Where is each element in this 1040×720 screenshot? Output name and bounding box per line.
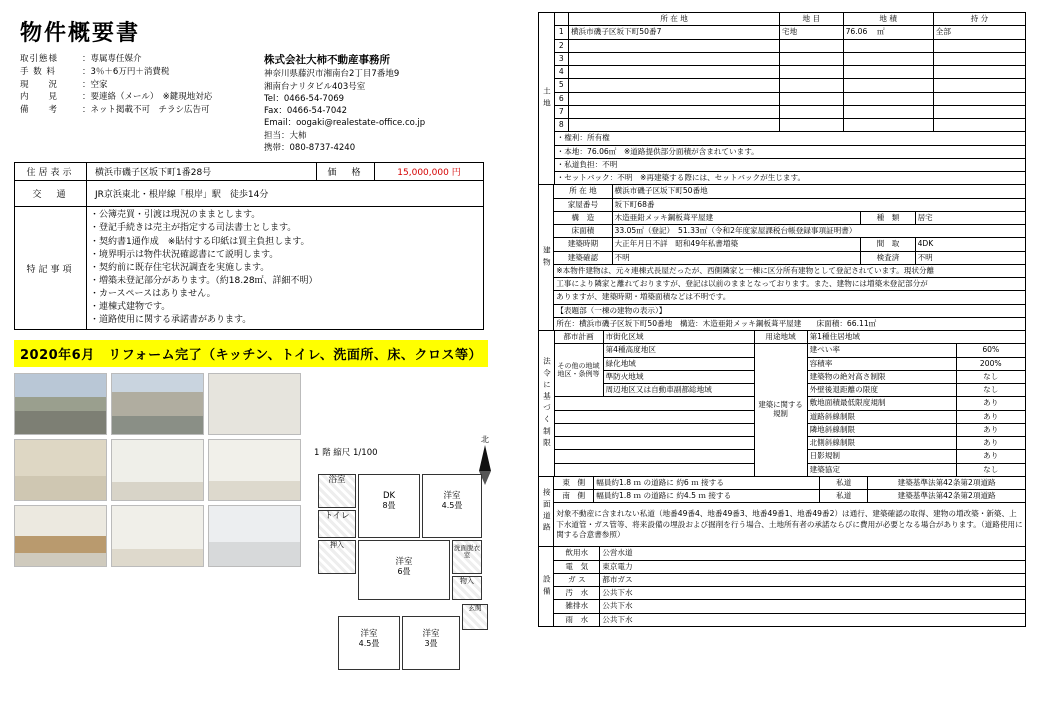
- land-row-no: 6: [554, 92, 568, 105]
- room-storage-monoire: 物入: [452, 576, 482, 600]
- land-note: ・権利：所有権: [554, 132, 1025, 145]
- building-key-type: 種 類: [861, 211, 915, 224]
- company-fax: Fax：0466-54-7042: [264, 106, 348, 117]
- land-row-share: [933, 92, 1025, 105]
- land-row-no-header: [554, 13, 568, 26]
- ratio-key: 建ぺい率: [807, 344, 956, 357]
- land-col-share: 持 分: [933, 13, 1025, 26]
- special-item: ・境界明示は物件状況確認書にて説明します。: [90, 249, 279, 260]
- land-row-address: [568, 39, 779, 52]
- term-key: 内 見: [20, 92, 59, 103]
- regulation-row: [539, 331, 1026, 344]
- regulation-spacer: [554, 450, 754, 463]
- regulation-spacer: [554, 437, 754, 450]
- room-western-6: 洋室 6畳: [358, 540, 450, 600]
- building-note: 所在：横浜市磯子区坂下町50番地 構造：木造亜鉛メッキ鋼板葺平屋建 床面積：66.11㎡: [554, 317, 1026, 330]
- floor-plan-scale: 1 階 縮尺 1/100: [314, 448, 378, 458]
- land-row-area-value: 76.06: [845, 27, 868, 37]
- land-row-area: [843, 79, 933, 92]
- company-address-1: 神奈川県藤沢市湘南台2丁目7番地9: [264, 69, 400, 80]
- ratio-key: 隣地斜線制限: [807, 423, 956, 436]
- land-row: [539, 52, 1026, 65]
- ratio-value: なし: [956, 463, 1025, 476]
- ratio-key: 建築物の絶対高さ制限: [807, 370, 956, 383]
- building-row: [539, 251, 1026, 264]
- building-key-structure: 構 造: [554, 211, 612, 224]
- right-column: [538, 12, 1026, 627]
- land-row-chimoku: 宅地: [780, 26, 844, 39]
- ratio-key: 建築協定: [807, 463, 956, 476]
- floor-plan-rooms: [314, 464, 504, 704]
- ratio-value: あり: [956, 437, 1025, 450]
- land-row-area-unit: ㎡: [876, 27, 885, 37]
- reform-banner: 2020年6月 リフォーム完了（キッチン、トイレ、洗面所、床、クロス等）: [14, 340, 488, 367]
- land-row-no: 8: [554, 119, 568, 132]
- road-kind: 私道: [820, 490, 868, 503]
- ratio-value: なし: [956, 370, 1025, 383]
- building-value-permit: 不明: [612, 251, 861, 264]
- summary-table: [14, 162, 484, 329]
- facility-key: 電 気: [554, 560, 600, 573]
- roads-table: [538, 476, 1026, 548]
- facility-row: [539, 613, 1026, 626]
- floor-plan: [314, 424, 524, 714]
- land-row: [539, 39, 1026, 52]
- facility-row: [539, 547, 1026, 560]
- regulation-table: [538, 330, 1026, 477]
- building-value-kaokuno: 坂下町68番: [612, 198, 1026, 211]
- term-value: ：専属専任媒介: [82, 54, 142, 64]
- road-law: 建築基準法第42条第2項道路: [868, 490, 1026, 503]
- land-row-area: [843, 119, 933, 132]
- building-value-builtdate: 大正年月日不詳 昭和49年私書増築: [612, 238, 861, 251]
- special-item: ・連棟式建物です。: [90, 301, 171, 312]
- building-value-inspection: 不明: [915, 251, 1025, 264]
- land-row-share: [933, 79, 1025, 92]
- land-row-share: [933, 39, 1025, 52]
- land-row-address: [568, 52, 779, 65]
- road-law: 建築基準法第42条第2項道路: [868, 476, 1026, 489]
- building-key-floorarea: 床面積: [554, 225, 612, 238]
- building-value-layout: 4DK: [915, 238, 1025, 251]
- other-district-item: 準防火地域: [603, 370, 754, 383]
- land-row-chimoku: [780, 92, 844, 105]
- photo-exterior-2: [111, 373, 204, 435]
- photo-western-room: [111, 505, 204, 567]
- company-tel: Tel：0466-54-7069: [264, 93, 345, 104]
- building-note-row: [539, 304, 1026, 317]
- building-note-row: [539, 278, 1026, 291]
- special-item: ・増築未登記部分があります。（約18.28㎡、詳細不明）: [90, 275, 318, 286]
- photo-washroom-bath: [208, 505, 301, 567]
- building-note: ※本物件建物は、元々連棟式長屋だったが、西側隣家と一棟に区分所有建物として登記されています。現状分離: [554, 264, 1026, 277]
- land-header-row: [539, 13, 1026, 26]
- address-label: 住居表示: [15, 163, 87, 181]
- land-row-address: [568, 66, 779, 79]
- ratio-key: 道路斜線制限: [807, 410, 956, 423]
- land-row-address: [568, 79, 779, 92]
- compass-label: 北: [481, 435, 489, 444]
- building-table: [538, 184, 1026, 331]
- ratio-value: 200%: [956, 357, 1025, 370]
- photo-interior-2: [208, 439, 301, 501]
- facility-key: 雑排水: [554, 600, 600, 613]
- room-western-4_5a: 洋室 4.5畳: [422, 474, 482, 538]
- ratio-value: あり: [956, 397, 1025, 410]
- building-row: [539, 225, 1026, 238]
- transaction-terms: [14, 53, 264, 154]
- company-address-2: 湘南台ナリタビル403号室: [264, 81, 366, 92]
- facility-key: 汚 水: [554, 587, 600, 600]
- land-row-share: 全部: [933, 26, 1025, 39]
- ratio-value: あり: [956, 423, 1025, 436]
- address-row: [15, 163, 484, 181]
- building-note-row: [539, 317, 1026, 330]
- building-key-permit: 建築確認: [554, 251, 612, 264]
- facility-value: 都市ガス: [600, 573, 1026, 586]
- ratio-value: あり: [956, 410, 1025, 423]
- term-key: 備 考: [20, 105, 59, 115]
- facility-key: ガ ス: [554, 573, 600, 586]
- ratio-key: 日影規制: [807, 450, 956, 463]
- photo-grid: [14, 373, 304, 567]
- company-mobile: 携帯：080-8737-4240: [264, 143, 356, 154]
- other-district-item: 緑化地域: [603, 357, 754, 370]
- building-note: 【表題部（一棟の建物の表示）】: [554, 304, 1026, 317]
- other-district-item: 周辺地区又は自動車副都総地域: [603, 384, 754, 397]
- land-row: [539, 66, 1026, 79]
- room-western-4_5b: 洋室 4.5畳: [338, 616, 400, 670]
- regulation-spacer: [554, 423, 754, 436]
- facility-value: 公共下水: [600, 587, 1026, 600]
- use-district-label: 用途地域: [754, 331, 807, 344]
- other-districts-label: その他の地域地区・条例等: [554, 344, 603, 397]
- land-note: ・私道負担：不明: [554, 158, 1025, 171]
- land-row-area: [843, 26, 933, 39]
- road-note-row: [539, 503, 1026, 547]
- building-key-inspection: 検査済: [861, 251, 915, 264]
- land-row-no: 2: [554, 39, 568, 52]
- access-value: JR京浜東北・根岸線「根岸」駅 徒歩14分: [87, 181, 484, 207]
- building-note: ありますが、建築時期・増築面積などは不明です。: [554, 291, 1026, 304]
- land-row-chimoku: [780, 105, 844, 118]
- land-row-no: 5: [554, 79, 568, 92]
- room-western-3: 洋室 3畳: [402, 616, 460, 670]
- land-row: [539, 26, 1026, 39]
- land-col-address: 所 在 地: [568, 13, 779, 26]
- term-value: ：ネット掲載不可 チラシ広告可: [82, 105, 210, 115]
- ratio-value: あり: [956, 450, 1025, 463]
- photo-row: [14, 505, 304, 567]
- use-district-value: 第1種住居地域: [807, 331, 1025, 344]
- photo-entrance-door: [208, 373, 301, 435]
- ratio-value: なし: [956, 384, 1025, 397]
- land-row: [539, 119, 1026, 132]
- road-note: 対象不動産に含まれない私道（地番49番4、地番49番3、地番49番1、地番49番2）は通行、建築確認の取得、建物の増改築・新築、上下水道管・ガス管等、将来設備の埋設および掘削を行う場合、土地所有者の承諾ならびに費用が必要となる場合があります。（道路使用に関する合意書参照）: [554, 503, 1026, 547]
- facility-row: [539, 560, 1026, 573]
- room-dk: DK 8畳: [358, 474, 420, 538]
- building-row: [539, 238, 1026, 251]
- facilities-section-label: 設備: [539, 547, 554, 627]
- land-row-share: [933, 119, 1025, 132]
- land-row-address: [568, 119, 779, 132]
- land-row-share: [933, 52, 1025, 65]
- special-items: [87, 207, 484, 329]
- road-row: [539, 490, 1026, 503]
- special-item: ・契約前に既存住宅状況調査を実施します。: [90, 262, 270, 273]
- land-row-area: [843, 105, 933, 118]
- road-width: 幅員約1.8 ｍ の道路に 約6 ｍ 接する: [594, 476, 820, 489]
- land-col-chimoku: 地 目: [780, 13, 844, 26]
- header-row: [14, 53, 514, 154]
- special-item: ・登記手続きは売主が指定する司法書士とします。: [90, 223, 297, 234]
- building-regulation-label: 建築に関する規制: [754, 344, 807, 477]
- access-label: 交 通: [15, 181, 87, 207]
- land-row-chimoku: [780, 79, 844, 92]
- ratio-value: 60%: [956, 344, 1025, 357]
- room-entrance: 玄関: [462, 604, 488, 630]
- price-value: 15,000,000 円: [375, 163, 484, 181]
- building-value-type: 居宅: [915, 211, 1025, 224]
- land-row-address: [568, 105, 779, 118]
- land-col-area: 地 積: [843, 13, 933, 26]
- land-row-chimoku: [780, 39, 844, 52]
- photo-row: [14, 373, 304, 435]
- special-item: ・道路使用に関する承諾書があります。: [90, 314, 252, 325]
- term-value: ：空家: [82, 79, 108, 90]
- land-row-chimoku: [780, 66, 844, 79]
- left-column: [14, 10, 514, 649]
- land-row-share: [933, 105, 1025, 118]
- building-key-builtdate: 建築時期: [554, 238, 612, 251]
- facility-key: 飲用水: [554, 547, 600, 560]
- photo-interior-1: [111, 439, 204, 501]
- facility-value: 公共下水: [600, 613, 1026, 626]
- page-title: 物件概要書: [20, 21, 141, 46]
- photo-exterior-1: [14, 373, 107, 435]
- city-plan-label: 都市計画: [554, 331, 603, 344]
- access-row: [15, 181, 484, 207]
- building-note-row: [539, 291, 1026, 304]
- special-item: ・カースペースはありません。: [90, 288, 216, 299]
- company-name: 株式会社大柿不動産事務所: [264, 54, 390, 66]
- term-key: 取引態様: [20, 54, 59, 64]
- land-row-area: [843, 39, 933, 52]
- land-row-no: 7: [554, 105, 568, 118]
- road-kind: 私道: [820, 476, 868, 489]
- room-washroom: 洗面脱衣室: [452, 540, 482, 574]
- photo-japanese-room: [14, 439, 107, 501]
- land-row-no: 4: [554, 66, 568, 79]
- room-closet-oshiire: 押入: [318, 540, 356, 574]
- term-value: ：3％＋6万円＋消費税: [82, 66, 170, 77]
- regulation-spacer: [554, 410, 754, 423]
- regulation-spacer: [554, 397, 754, 410]
- land-note-row: [539, 172, 1026, 185]
- address-value: 横浜市磯子区坂下町1番28号: [87, 163, 317, 181]
- ratio-key: 敷地面積最低限度規制: [807, 397, 956, 410]
- term-key: 現 況: [20, 79, 59, 90]
- facility-value: 公共下水: [600, 600, 1026, 613]
- price-label: 価 格: [317, 163, 375, 181]
- building-row: [539, 185, 1026, 198]
- term-value: ：要連絡（メール） ※鍵現地対応: [82, 92, 213, 103]
- land-row-chimoku: [780, 52, 844, 65]
- special-label: 特記事項: [15, 207, 87, 329]
- road-direction: 東 側: [554, 476, 594, 489]
- ratio-key: 北側斜線制限: [807, 437, 956, 450]
- road-width: 幅員約1.8 ｍ の道路に 約4.5 ｍ 接する: [594, 490, 820, 503]
- room-bath: 浴室: [318, 474, 356, 508]
- land-note: ・本地：76.06㎡ ※道路提供部分面積が含まれています。: [554, 145, 1025, 158]
- land-row-no: 3: [554, 52, 568, 65]
- facility-key: 雨 水: [554, 613, 600, 626]
- building-section-label: 建物: [539, 185, 554, 331]
- photo-row: [14, 439, 304, 501]
- land-row: [539, 79, 1026, 92]
- road-row: [539, 476, 1026, 489]
- land-note-row: [539, 132, 1026, 145]
- facility-row: [539, 600, 1026, 613]
- building-note: 工事により隣家と離れておりますが、登記は以前のままとなっております。また、建物には増築未登記部分が: [554, 278, 1026, 291]
- land-note-row: [539, 145, 1026, 158]
- land-row: [539, 105, 1026, 118]
- building-value-structure: 木造亜鉛メッキ鋼板葺平屋建: [612, 211, 861, 224]
- building-row: [539, 211, 1026, 224]
- special-item: ・公簿売買・引渡は現況のままとします。: [90, 210, 261, 221]
- building-key-layout: 間 取: [861, 238, 915, 251]
- ratio-key: 外壁後退距離の限度: [807, 384, 956, 397]
- facility-row: [539, 587, 1026, 600]
- company-email: Email：oogaki@realestate-office.co.jp: [264, 118, 426, 129]
- city-plan-value: 市街化区域: [603, 331, 754, 344]
- regulation-spacer: [554, 463, 754, 476]
- facility-value: 東京電力: [600, 560, 1026, 573]
- company-contact-person: 担当：大柿: [264, 130, 307, 141]
- land-table: [538, 12, 1026, 185]
- special-item: ・契約書1通作成 ※貼付する印紙は買主負担します。: [90, 236, 310, 247]
- land-row-area: [843, 92, 933, 105]
- photo-kitchen: [14, 505, 107, 567]
- ratio-key: 容積率: [807, 357, 956, 370]
- building-row: [539, 198, 1026, 211]
- other-district-item: 第4種高度地区: [603, 344, 754, 357]
- regulation-section-label: 法令に基づく制限: [539, 331, 555, 477]
- building-key-kaokuno: 家屋番号: [554, 198, 612, 211]
- term-key: 手 数 料: [20, 66, 56, 77]
- facilities-table: [538, 546, 1026, 627]
- land-note: ・セットバック：不明 ※再建築する際には、セットバックが生じます。: [554, 172, 1025, 185]
- facility-value: 公営水道: [600, 547, 1026, 560]
- land-row: [539, 92, 1026, 105]
- land-row-no: 1: [554, 26, 568, 39]
- roads-section-label: 接面道路: [539, 476, 554, 547]
- land-row-share: [933, 66, 1025, 79]
- land-section-label: 土地: [539, 13, 555, 185]
- land-row-chimoku: [780, 119, 844, 132]
- facility-row: [539, 573, 1026, 586]
- special-row: [15, 207, 484, 329]
- building-key-location: 所 在 地: [554, 185, 612, 198]
- land-row-address: [568, 92, 779, 105]
- company-block: [264, 53, 425, 154]
- building-value-location: 横浜市磯子区坂下町50番地: [612, 185, 1026, 198]
- land-row-address: 横浜市磯子区坂下町50番7: [568, 26, 779, 39]
- building-value-floorarea: 33.05㎡（登記） 51.33㎡（令和2年度家屋課税台帳登録事項証明書）: [612, 225, 1026, 238]
- land-row-area: [843, 52, 933, 65]
- land-note-row: [539, 158, 1026, 171]
- land-row-area: [843, 66, 933, 79]
- room-toilet: トイレ: [318, 510, 356, 538]
- regulation-row: [539, 344, 1026, 357]
- road-direction: 南 側: [554, 490, 594, 503]
- building-note-row: [539, 264, 1026, 277]
